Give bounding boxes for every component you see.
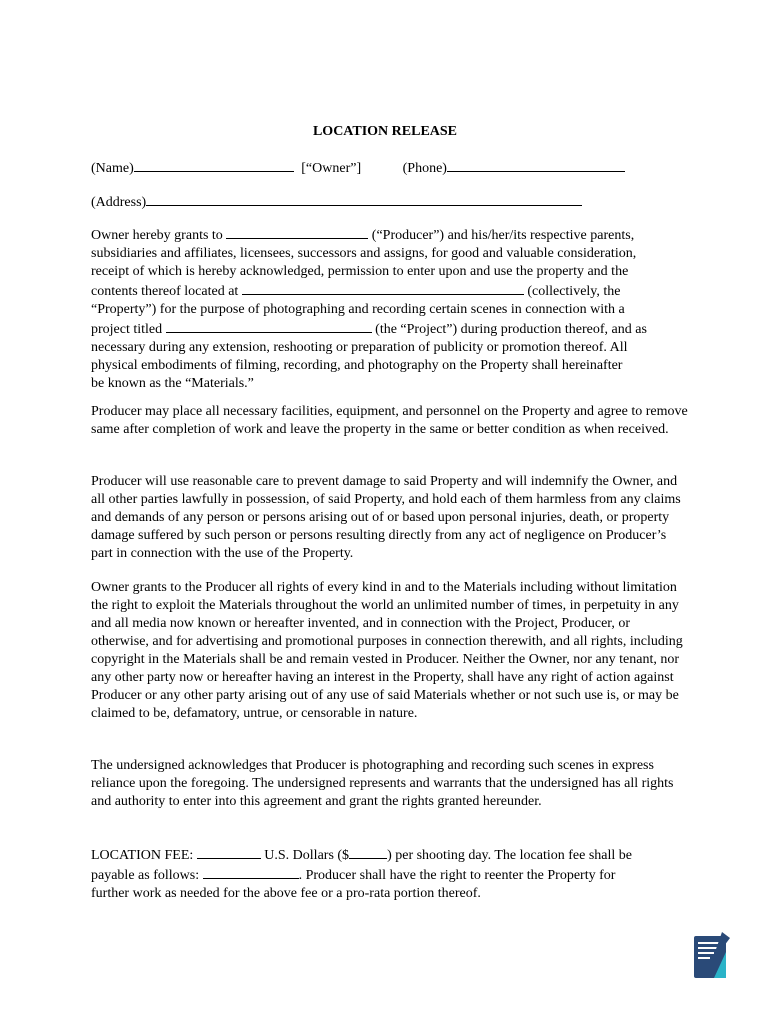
fee-amount-blank[interactable] (197, 845, 261, 859)
address-line (91, 192, 582, 212)
indemnity-paragraph: Producer will use reasonable care to prevent damage to said Property and will indemnify the Owner, and all other parties lawfully in possession, of said Property, and hold each of them harmless from any claims and demands of any person or persons arising out of or based upon personal injuries, death, or property damage suffered by such person or persons resulting directly from any act of negligence on Producer’s part in connection with the use of the Property. (91, 474, 681, 561)
grant-text: necessary during any extension, reshooting or preparation of publicity or promotion thereof. All (91, 340, 628, 355)
grant-text: be known as the “Materials.” (91, 376, 254, 391)
grant-text: receipt of which is hereby acknowledged, permission to enter upon and use the property and the (91, 264, 629, 279)
grant-paragraph (91, 225, 691, 393)
name-label: (Name) (91, 161, 134, 176)
fee-text: . Producer shall have the right to reenter the Property for (298, 868, 616, 883)
document-logo-icon (692, 932, 732, 980)
project-title-blank[interactable] (166, 319, 372, 333)
payment-terms-blank[interactable] (203, 865, 299, 879)
grant-text: physical embodiments of filming, recording, and photography on the Property shall hereinafter (91, 358, 623, 373)
grant-text: (“Producer”) and his/her/its respective parents, (371, 228, 635, 243)
location-blank[interactable] (242, 281, 524, 295)
address-blank[interactable] (146, 192, 582, 206)
fee-dollars-blank[interactable] (349, 845, 387, 859)
fee-text: U.S. Dollars ($ (264, 848, 350, 863)
fee-text: ) per shooting day. The location fee shall be (387, 848, 632, 863)
phone-label: (Phone) (402, 161, 447, 176)
name-blank[interactable] (134, 158, 294, 172)
acknowledgement-paragraph: The undersigned acknowledges that Producer is photographing and recording such scenes in express reliance upon the foregoing. The undersigned represents and warrants that the undersigned has all rights and authority to enter into this agreement and grant the rights granted hereunder. (91, 758, 674, 809)
grant-text: Owner hereby grants to (91, 228, 223, 243)
rights-paragraph: Owner grants to the Producer all rights of every kind in and to the Materials including without limitation the right to exploit the Materials throughout the world an unlimited number of times, in perpetuity in any and all media now known or hereafter invented, and in connection with the Project, Producer, or otherwise, and for advertising and promotional purposes in connection therewith, and all rights, including copyright in the Materials shall be and remain vested in Producer. Neither the Owner, nor any tenant, nor any other party now or hereafter having an interest in the Property, shall have any right of action against Producer or any other party arising out of any use of said Materials whether or not such use is, or may be claimed to be, defamatory, untrue, or censorable in nature. (91, 580, 683, 721)
facilities-paragraph: Producer may place all necessary facilities, equipment, and personnel on the Property and agree to remove same after completion of work and leave the property in the same or better condition as when received. (91, 404, 688, 437)
grant-text: project titled (91, 322, 163, 337)
phone-blank[interactable] (447, 158, 625, 172)
grant-text: (the “Project”) during production thereof, and as (375, 322, 647, 337)
grant-text: subsidiaries and affiliates, licensees, successors and assigns, for good and valuable consideration, (91, 246, 637, 261)
grant-text: (collectively, the (527, 284, 621, 299)
location-fee-paragraph (91, 845, 691, 903)
producer-blank[interactable] (226, 225, 368, 239)
grant-text: “Property”) for the purpose of photographing and recording certain scenes in connection with a (91, 302, 625, 317)
grant-text: contents thereof located at (91, 284, 239, 299)
address-label: (Address) (91, 195, 147, 210)
fee-text: further work as needed for the above fee or a pro-rata portion thereof. (91, 886, 481, 901)
fee-label: LOCATION FEE: (91, 848, 194, 863)
fee-text: payable as follows: (91, 868, 200, 883)
document-title: LOCATION RELEASE (312, 124, 458, 139)
name-phone-line (91, 158, 625, 178)
owner-label: [“Owner”] (301, 161, 362, 176)
